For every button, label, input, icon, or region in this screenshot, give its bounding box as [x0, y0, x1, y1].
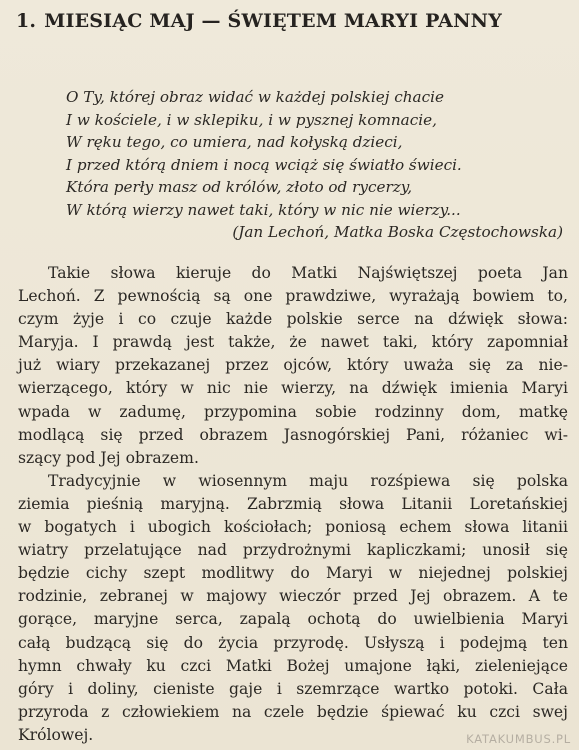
- poem-line: I przed którą dniem i nocą wciąż się światło świeci.: [66, 155, 462, 174]
- text-line: wierzącego, który w nic nie wierzy, na dźwięk imienia Maryi: [18, 379, 568, 398]
- text-line: czym żyje i co czuje każde polskie serce na dźwięk słowa:: [18, 310, 568, 329]
- text-line: wpada w zadumę, przypomina sobie rodzinny dom, matkę: [18, 402, 568, 421]
- text-line: wiatry przelatujące nad przydrożnymi kapliczkami; unosił się: [18, 541, 568, 560]
- text-line: Tradycyjnie w wiosennym maju rozśpiewa się polska: [48, 471, 568, 490]
- poem-line: W ręku tego, co umiera, nad kołyską dzieci,: [66, 133, 403, 151]
- paragraph-2: [18, 470, 568, 747]
- text-line: szący pod Jej obrazem.: [18, 448, 199, 467]
- text-line: Lechoń. Z pewnością są one prawdziwe, wyrażają bowiem to,: [18, 287, 568, 306]
- watermark: KATAKUMBUS.PL: [466, 732, 571, 746]
- text-line: całą budzącą się do życia przyrodę. Usłyszą i podejmą ten: [18, 633, 568, 652]
- text-line: ziemia pieśnią maryjną. Zabrzmią słowa Litanii Loretańskiej: [18, 494, 568, 513]
- poem-line: Która perły masz od królów, złoto od rycerzy,: [66, 178, 413, 196]
- body-text: [18, 262, 568, 747]
- poem-line: I w kościele, i w sklepiku, i w pysznej komnacie,: [66, 110, 437, 129]
- chapter-heading: [16, 10, 502, 32]
- paragraph-1: [18, 262, 568, 470]
- text-line: modlącą się przed obrazem Jasnogórskiej Pani, różaniec wi-: [18, 425, 568, 444]
- text-line: Maryja. I prawdą jest także, że nawet taki, który zapomniał: [18, 333, 568, 352]
- poem-line: O Ty, której obraz widać w każdej polskiej chacie: [66, 88, 444, 106]
- text-line: gorące, maryjne serca, zapalą ochotą do uwielbienia Maryi: [18, 610, 568, 629]
- poem-line: W którą wierzy nawet taki, który w nic nie wierzy...: [66, 200, 461, 219]
- text-line: będzie cichy szept modlitwy do Maryi w niejednej polskiej: [18, 564, 568, 583]
- text-line: już wiary przekazanej przez ojców, który uważa się za nie-: [18, 356, 568, 375]
- text-line: przyroda z człowiekiem na czele będzie śpiewać ku czci swej: [18, 702, 568, 721]
- chapter-number: 1.: [16, 10, 37, 32]
- chapter-title: MIESIĄC MAJ — ŚWIĘTEM MARYI PANNY: [44, 10, 503, 32]
- text-line: Takie słowa kieruje do Matki Najświętszej poeta Jan: [48, 264, 568, 282]
- text-line: Królowej.: [18, 725, 94, 744]
- text-line: rodzinie, zebranej w majowy wieczór przed Jej obrazem. A te: [18, 587, 568, 606]
- text-line: hymn chwały ku czci Matki Bożej umajone łąki, zieleniejące: [18, 656, 568, 675]
- text-line: w bogatych i ubogich kościołach; poniosą echem słowa litanii: [18, 518, 568, 537]
- poem-quote: [66, 86, 571, 244]
- text-line: góry i doliny, cieniste gaje i szemrzące wartko potoki. Cała: [18, 679, 568, 698]
- poem-attribution: (Jan Lechoń, Matka Boska Częstochowska): [232, 223, 563, 241]
